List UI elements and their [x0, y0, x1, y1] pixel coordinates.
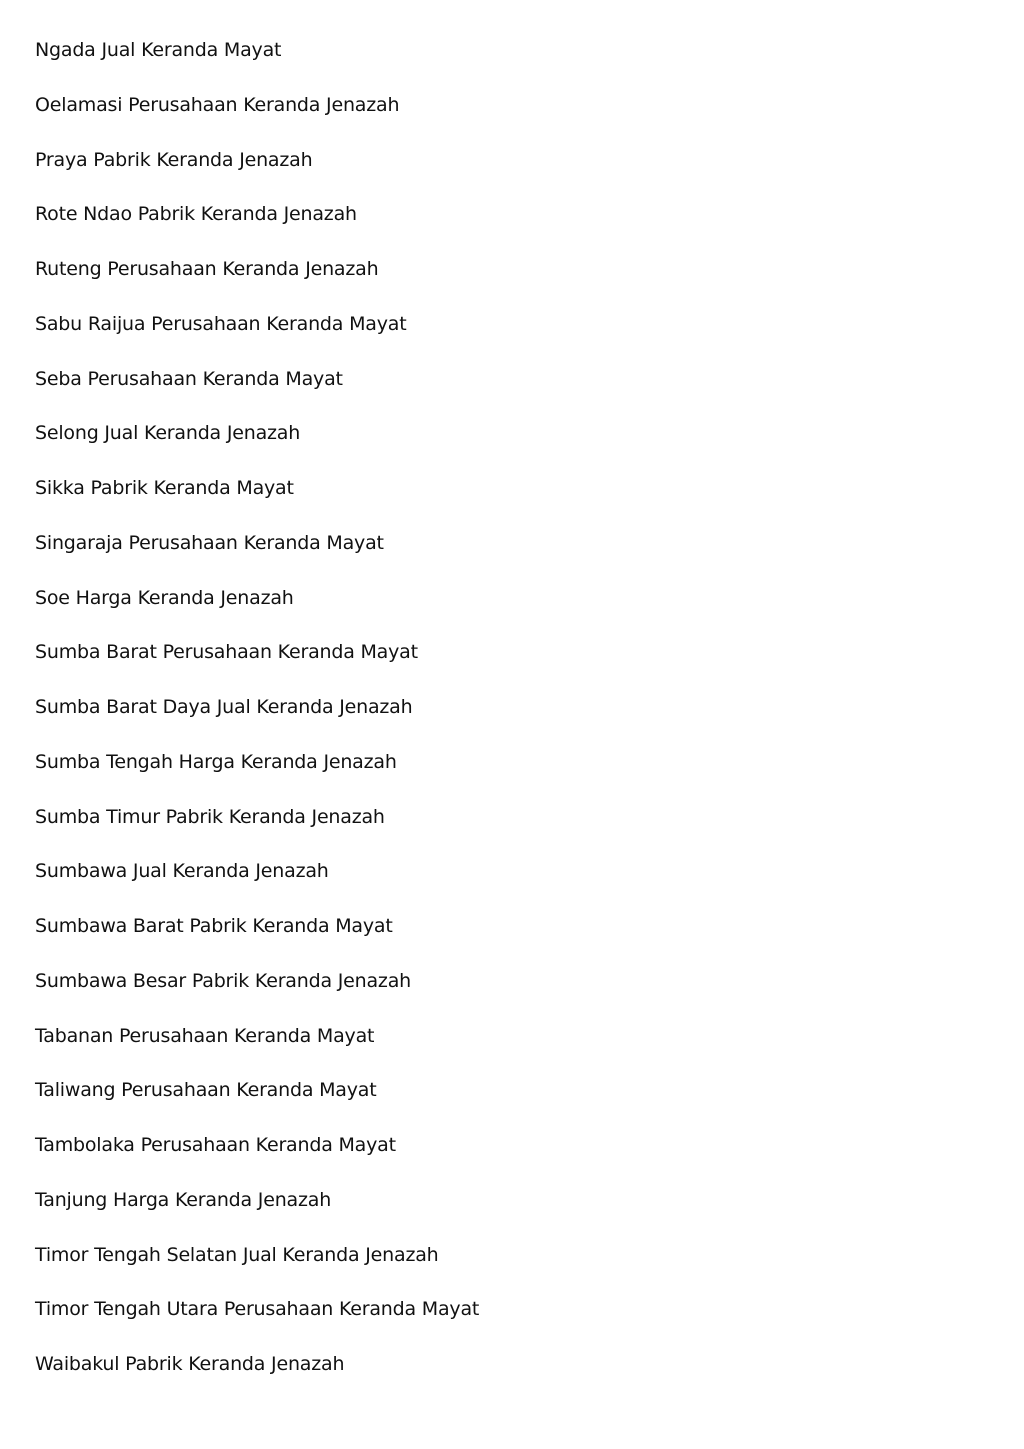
text-line: Sabu Raijua Perusahaan Keranda Mayat — [35, 312, 407, 335]
text-line: Sumba Tengah Harga Keranda Jenazah — [35, 750, 397, 773]
text-line: Sumbawa Besar Pabrik Keranda Jenazah — [35, 969, 411, 992]
text-line: Tanjung Harga Keranda Jenazah — [35, 1188, 332, 1211]
text-line: Singaraja Perusahaan Keranda Mayat — [35, 531, 384, 554]
text-line: Rote Ndao Pabrik Keranda Jenazah — [35, 203, 357, 226]
text-line: Selong Jual Keranda Jenazah — [35, 422, 301, 445]
text-line: Oelamasi Perusahaan Keranda Jenazah — [35, 93, 400, 116]
text-line: Tabanan Perusahaan Keranda Mayat — [35, 1024, 375, 1047]
text-line: Sumba Barat Perusahaan Keranda Mayat — [35, 641, 418, 664]
text-line: Tambolaka Perusahaan Keranda Mayat — [35, 1134, 396, 1156]
text-line: Sikka Pabrik Keranda Mayat — [35, 477, 294, 499]
text-line: Waibakul Pabrik Keranda Jenazah — [35, 1353, 345, 1375]
text-line: Timor Tengah Selatan Jual Keranda Jenazah — [35, 1243, 439, 1266]
text-line-list — [35, 37, 479, 1406]
text-line: Timor Tengah Utara Perusahaan Keranda Mayat — [35, 1298, 480, 1321]
text-line: Sumba Barat Daya Jual Keranda Jenazah — [35, 696, 413, 718]
text-line: Soe Harga Keranda Jenazah — [35, 586, 294, 609]
text-line: Sumbawa Jual Keranda Jenazah — [35, 860, 329, 883]
text-line: Ngada Jual Keranda Mayat — [35, 39, 282, 61]
text-line: Sumba Timur Pabrik Keranda Jenazah — [35, 805, 385, 828]
text-line: Seba Perusahaan Keranda Mayat — [35, 367, 343, 390]
text-line: Ruteng Perusahaan Keranda Jenazah — [35, 258, 379, 280]
text-line: Sumbawa Barat Pabrik Keranda Mayat — [35, 915, 393, 937]
text-line: Praya Pabrik Keranda Jenazah — [35, 148, 313, 171]
text-line: Taliwang Perusahaan Keranda Mayat — [35, 1079, 377, 1102]
